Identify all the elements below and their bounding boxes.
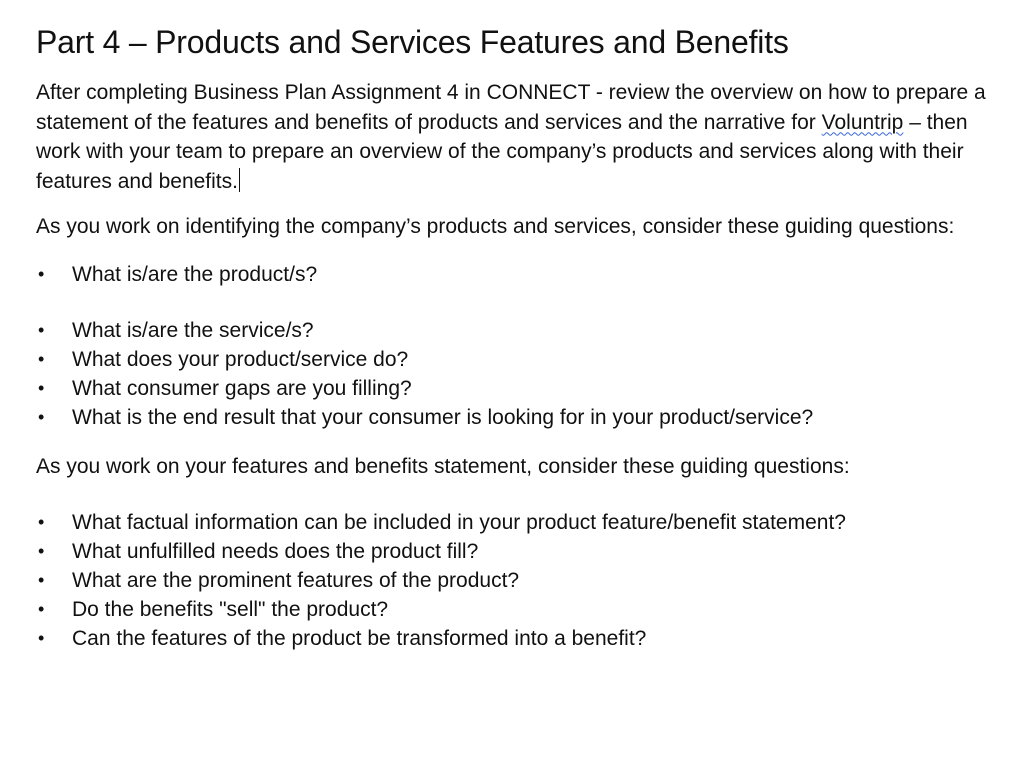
- list-item[interactable]: [36, 345, 986, 374]
- bullet-icon: •: [38, 406, 45, 427]
- bullet-icon: •: [38, 570, 45, 590]
- list-item[interactable]: [36, 374, 986, 403]
- list-item[interactable]: [36, 624, 986, 653]
- misspelled-word[interactable]: Voluntrip: [821, 110, 904, 134]
- bullet-icon: •: [38, 599, 45, 619]
- bullet-icon: •: [38, 512, 45, 532]
- products-questions-lead[interactable]: As you work on identifying the company’s products and services, consider these guiding questions:: [36, 215, 955, 238]
- list-item-text: What unfulfilled needs does the product fill?: [72, 540, 479, 563]
- list-item[interactable]: [36, 566, 986, 595]
- list-item[interactable]: [36, 508, 986, 537]
- document-page[interactable]: [36, 22, 986, 653]
- intro-paragraph[interactable]: [36, 78, 986, 196]
- features-questions-lead[interactable]: As you work on your features and benefits statement, consider these guiding questions:: [36, 454, 850, 478]
- list-item-text: What does your product/service do?: [72, 347, 409, 371]
- list-item-text: What consumer gaps are you filling?: [72, 376, 412, 400]
- list-item-text: Do the benefits "sell" the product?: [72, 598, 389, 621]
- list-item[interactable]: [36, 537, 986, 566]
- list-item-text: Can the features of the product be transformed into a benefit?: [72, 627, 647, 650]
- list-item-text: What is the end result that your consumer is looking for in your product/service?: [72, 405, 814, 429]
- list-item-text: What is/are the service/s?: [72, 318, 314, 342]
- list-item-text: What is/are the product/s?: [72, 262, 318, 286]
- list-item[interactable]: [36, 595, 986, 624]
- bullet-icon: •: [38, 377, 45, 398]
- list-item-text: What are the prominent features of the product?: [72, 569, 520, 592]
- bullet-icon: •: [38, 348, 45, 369]
- bullet-icon: •: [38, 628, 45, 648]
- intro-text-end: – then work with your team to prepare an overview of the company’s products and services along with their features and benefits.: [36, 110, 968, 193]
- intro-text-start: After completing Business Plan Assignment 4 in CONNECT - review the overview on how to prepare a statement of the features and benefits of products and services and the narrative for: [36, 81, 986, 134]
- list-item-text: What factual information can be included in your product feature/benefit statement?: [72, 511, 846, 534]
- bullet-icon: •: [38, 263, 45, 284]
- features-questions-list: [36, 508, 986, 653]
- bullet-icon: •: [38, 319, 45, 340]
- products-questions-list: [36, 260, 986, 432]
- document-title[interactable]: Part 4 – Products and Services Features and Benefits: [36, 24, 789, 60]
- text-cursor: [239, 168, 241, 192]
- list-item[interactable]: [36, 403, 986, 432]
- list-item[interactable]: [36, 316, 986, 345]
- bullet-icon: •: [38, 541, 45, 561]
- list-item[interactable]: [36, 260, 986, 289]
